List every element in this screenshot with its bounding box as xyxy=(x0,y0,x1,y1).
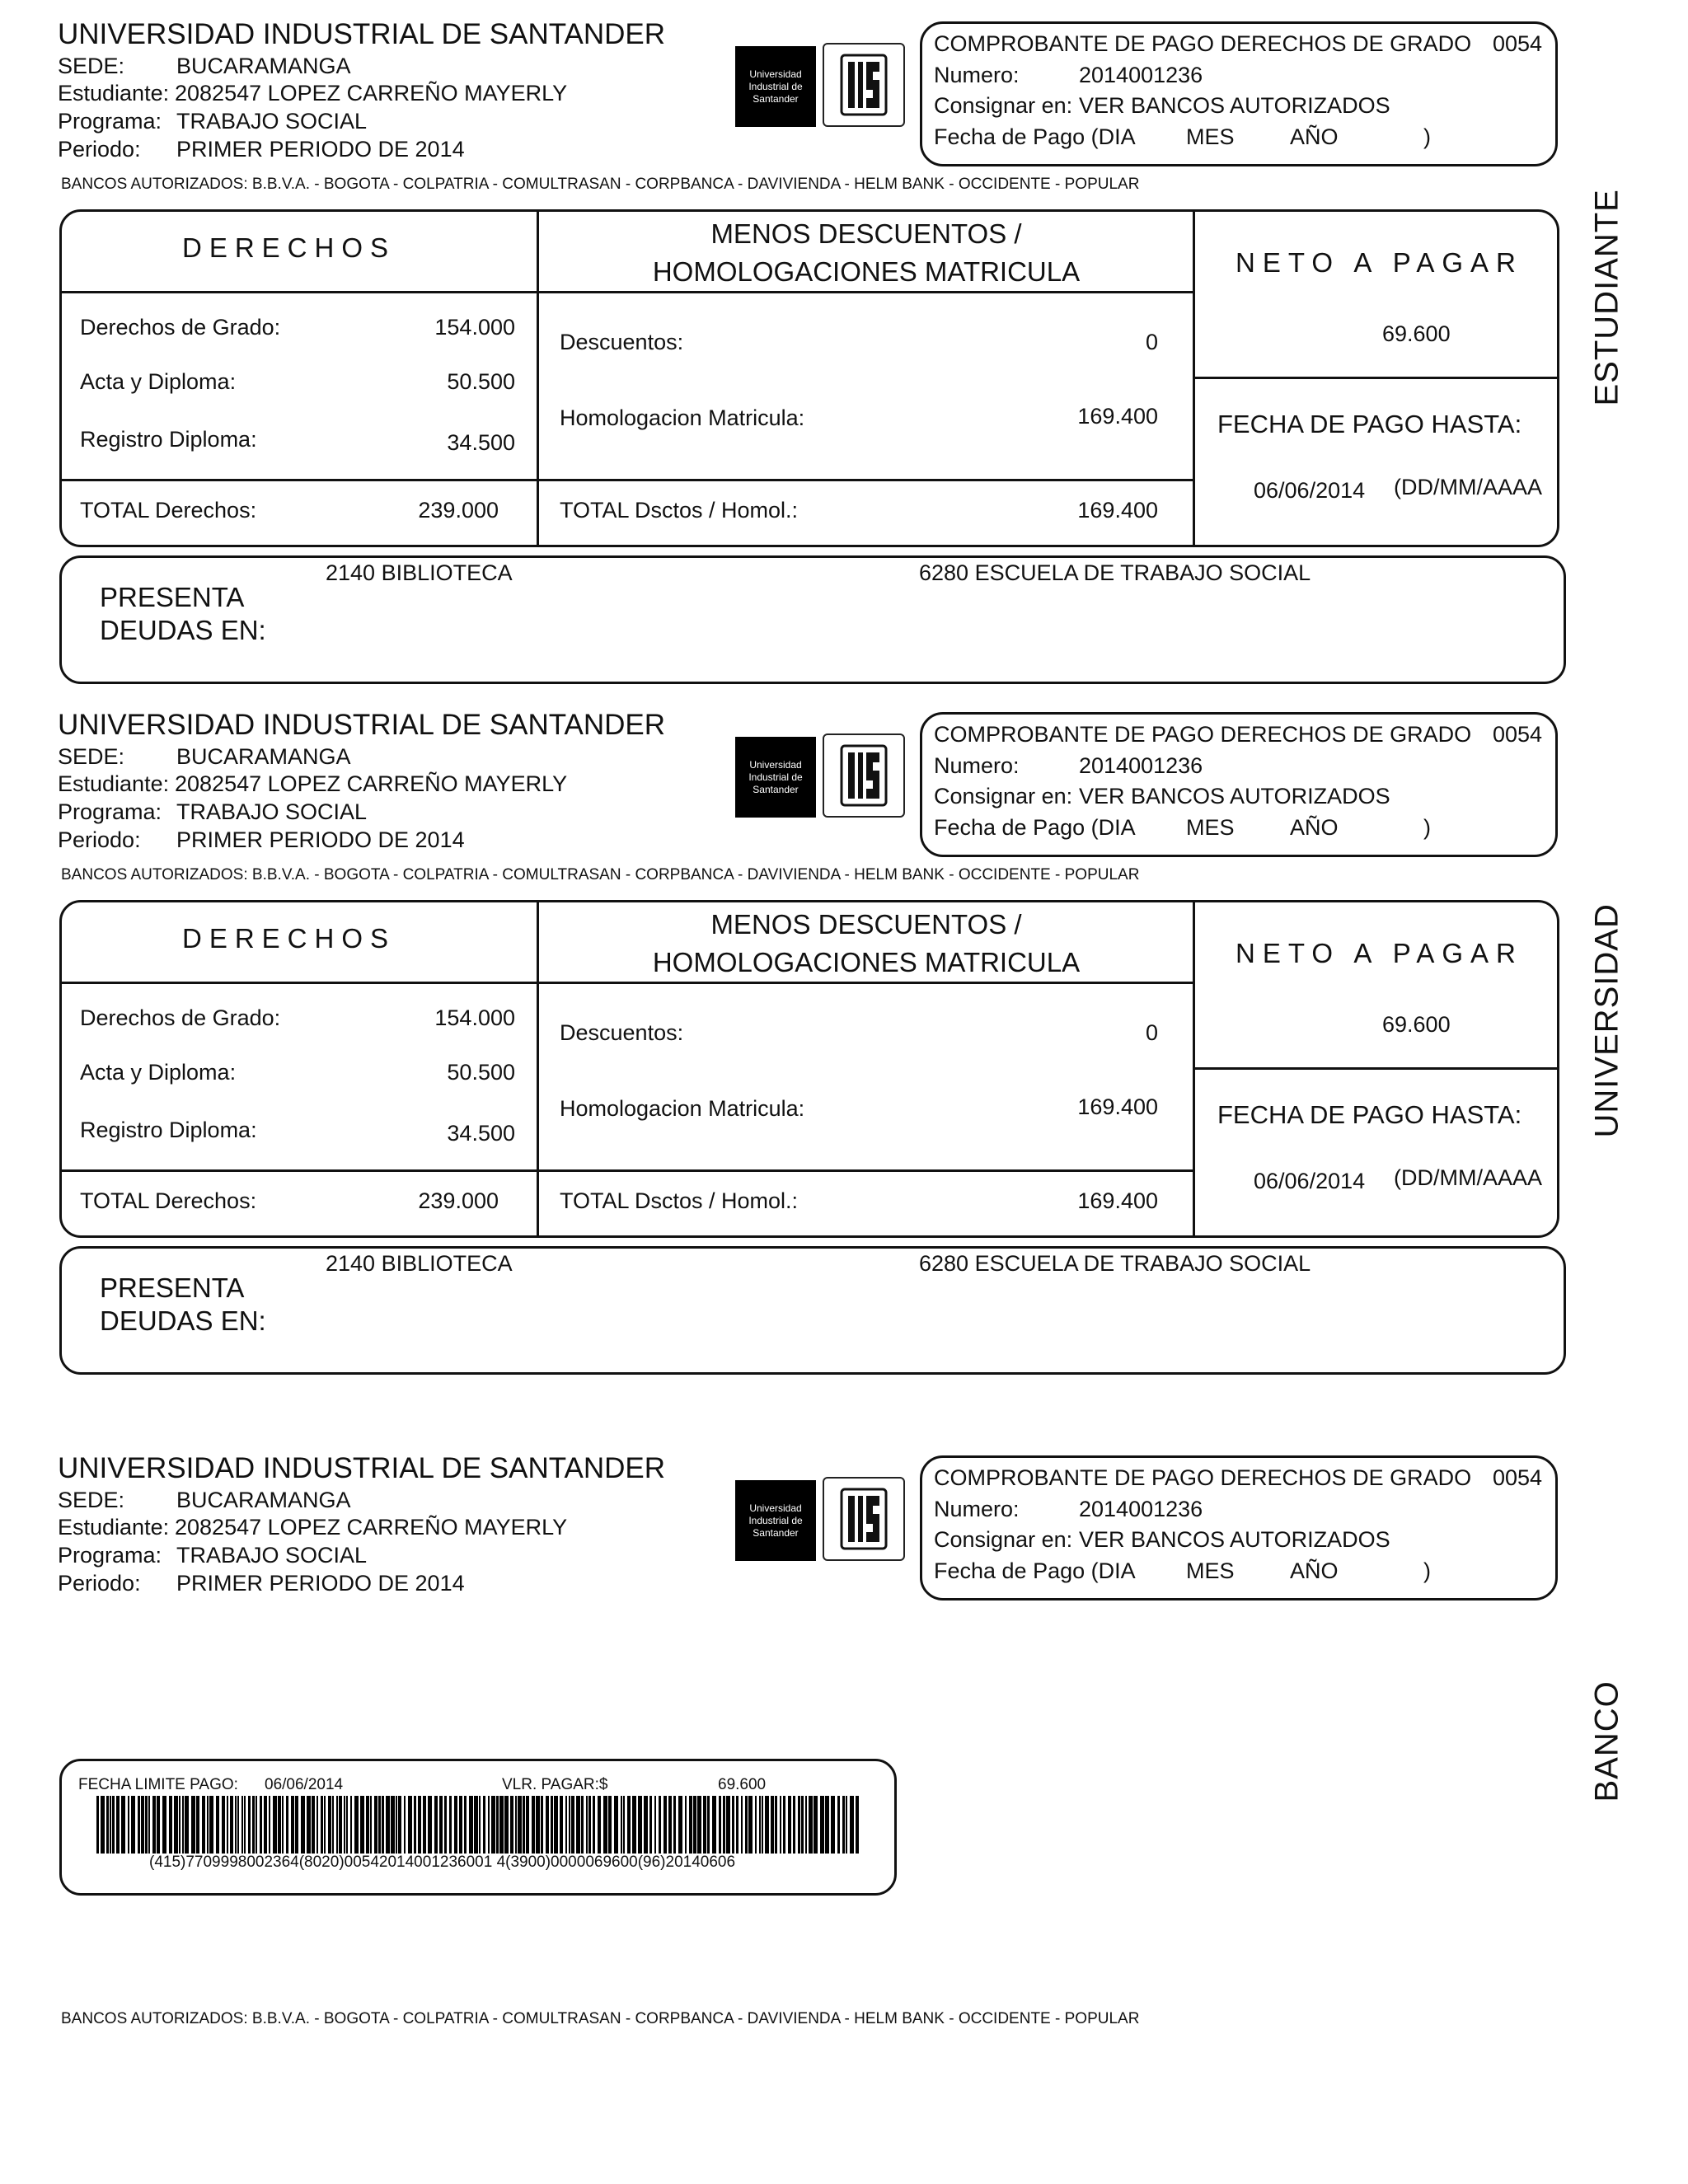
sede-row: SEDE: BUCARAMANGA xyxy=(58,54,351,78)
derechos-grado-value: 154.000 xyxy=(434,1005,515,1030)
barcode-bar xyxy=(488,1796,490,1854)
barcode-bar xyxy=(408,1796,412,1854)
derechos-grado-label: Derechos de Grado: xyxy=(80,1005,281,1030)
barcode-bar xyxy=(496,1796,499,1854)
bancos-autorizados: BANCOS AUTORIZADOS: B.B.V.A. - BOGOTA - COLPATRIA - COMULTRASAN - CORPBANCA - DAVIVIENDA - HELM BANK - OCCIDENTE - POPULAR xyxy=(61,176,1140,193)
university-name: UNIVERSIDAD INDUSTRIAL DE SANTANDER xyxy=(58,1452,666,1484)
total-dsctos-label: TOTAL Dsctos / Homol.: xyxy=(560,498,799,523)
derechos-header: DERECHOS xyxy=(182,923,396,954)
barcode-bar xyxy=(404,1796,406,1854)
barcode-bar xyxy=(532,1796,535,1854)
periodo-row: Periodo: PRIMER PERIODO DE 2014 xyxy=(58,1571,465,1596)
barcode-bar xyxy=(235,1796,237,1854)
barcode-bar xyxy=(128,1796,129,1854)
barcode-bar xyxy=(121,1796,125,1854)
fecha-formato: (DD/MM/AAAA xyxy=(1394,1165,1543,1190)
neto-value: 69.600 xyxy=(1382,1012,1451,1037)
total-dsctos-value: 169.400 xyxy=(1077,1188,1158,1213)
deuda-biblioteca: 2140 BIBLIOTECA xyxy=(326,1251,513,1276)
deuda-biblioteca: 2140 BIBLIOTECA xyxy=(326,560,513,585)
periodo-row: Periodo: PRIMER PERIODO DE 2014 xyxy=(58,827,465,852)
barcode-bar xyxy=(444,1796,447,1854)
acta-diploma-label: Acta y Diploma: xyxy=(80,1060,237,1085)
barcode-bar xyxy=(723,1796,725,1854)
neto-header: NETO A PAGAR xyxy=(1236,247,1523,278)
total-derechos-label: TOTAL Derechos: xyxy=(80,498,257,523)
barcode-bar xyxy=(256,1796,257,1854)
barcode-bar xyxy=(434,1796,438,1854)
barcode-bar xyxy=(378,1796,381,1854)
barcode-bar xyxy=(820,1796,824,1854)
barcode-bar xyxy=(157,1796,160,1854)
barcode-bar xyxy=(360,1796,364,1854)
copy-estudiante xyxy=(0,0,1688,692)
barcode-bar xyxy=(588,1796,591,1854)
vlr-pagar-label: VLR. PAGAR:$ xyxy=(502,1776,608,1793)
barcode-bar xyxy=(523,1796,525,1854)
barcode-bar xyxy=(554,1796,558,1854)
barcode-bar xyxy=(222,1796,225,1854)
fecha-hasta-label: FECHA DE PAGO HASTA: xyxy=(1217,410,1522,438)
barcode-bar xyxy=(707,1796,710,1854)
barcode-bar xyxy=(726,1796,730,1854)
deudas-label: PRESENTA DEUDAS EN: xyxy=(100,582,266,645)
barcode-bar xyxy=(264,1796,267,1854)
homologacion-label: Homologacion Matricula: xyxy=(560,405,805,430)
estudiante-row: Estudiante: 2082547 LOPEZ CARREÑO MAYERLY xyxy=(58,771,568,796)
copy-label-banco: BANCO xyxy=(1588,1680,1625,1802)
barcode-bar xyxy=(685,1796,687,1854)
barcode-bar xyxy=(112,1796,115,1854)
fee-table xyxy=(59,900,1559,1238)
barcode-bar xyxy=(771,1796,774,1854)
barcode-bar xyxy=(759,1796,761,1854)
barcode-bar xyxy=(856,1796,859,1854)
barcode-bar xyxy=(278,1796,281,1854)
estudiante-row: Estudiante: 2082547 LOPEZ CARREÑO MAYERLY xyxy=(58,1515,568,1540)
registro-diploma-label: Registro Diploma: xyxy=(80,1118,257,1142)
barcode-bar xyxy=(632,1796,636,1854)
barcode-bar xyxy=(179,1796,181,1854)
barcode-bar xyxy=(339,1796,342,1854)
estudiante-row: Estudiante: 2082547 LOPEZ CARREÑO MAYERLY xyxy=(58,81,568,105)
barcode-bar xyxy=(627,1796,631,1854)
uis-emblem-icon xyxy=(823,1477,905,1561)
barcode-bar xyxy=(515,1796,517,1854)
barcode-bar xyxy=(712,1796,716,1854)
barcode-bar xyxy=(483,1796,485,1854)
barcode-bar xyxy=(182,1796,184,1854)
barcode-bar xyxy=(396,1796,397,1854)
barcode-bar xyxy=(593,1796,595,1854)
barcode-bar xyxy=(788,1796,791,1854)
barcode-bar xyxy=(207,1796,209,1854)
derechos-grado-value: 154.000 xyxy=(434,315,515,340)
copy-banco xyxy=(0,1434,1688,2184)
deudas-label: PRESENTA DEUDAS EN: xyxy=(100,1272,266,1336)
uis-emblem-icon xyxy=(823,733,905,818)
barcode-bar xyxy=(101,1796,105,1854)
barcode-bar xyxy=(336,1796,338,1854)
barcode-bar xyxy=(654,1796,656,1854)
acta-diploma-label: Acta y Diploma: xyxy=(80,369,237,394)
barcode-bar xyxy=(663,1796,667,1854)
barcode-bar xyxy=(96,1796,99,1854)
registro-diploma-value: 34.500 xyxy=(447,1121,515,1146)
barcode-bar xyxy=(798,1796,800,1854)
descuentos-label: Descuentos: xyxy=(560,330,684,354)
barcode-bar xyxy=(162,1796,166,1854)
barcode-human-readable: (415)7709998002364(8020)00542014001236001 4(3900)0000069600(96)20140606 xyxy=(149,1854,736,1871)
deuda-escuela: 6280 ESCUELA DE TRABAJO SOCIAL xyxy=(919,560,1311,585)
barcode-bar xyxy=(273,1796,277,1854)
barcode-bar xyxy=(328,1796,331,1854)
total-dsctos-label: TOTAL Dsctos / Homol.: xyxy=(560,1188,799,1213)
total-derechos-value: 239.000 xyxy=(418,1188,499,1213)
barcode-bar xyxy=(230,1796,233,1854)
barcode-bar xyxy=(780,1796,781,1854)
barcode-bar xyxy=(366,1796,369,1854)
barcode-bar xyxy=(598,1796,601,1854)
barcode-bar xyxy=(673,1796,676,1854)
programa-row: Programa: TRABAJO SOCIAL xyxy=(58,109,368,134)
barcode-bar xyxy=(814,1796,818,1854)
barcode-bar xyxy=(510,1796,513,1854)
barcode-bar xyxy=(131,1796,135,1854)
derechos-header: DERECHOS xyxy=(182,232,396,263)
barcode-bar xyxy=(659,1796,661,1854)
barcode-bar xyxy=(260,1796,262,1854)
barcode-bar xyxy=(414,1796,416,1854)
barcode-bar xyxy=(332,1796,334,1854)
barcode-bar xyxy=(649,1796,652,1854)
derechos-grado-label: Derechos de Grado: xyxy=(80,315,281,340)
barcode-bar xyxy=(850,1796,854,1854)
barcode-icon xyxy=(96,1796,863,1854)
barcode-bar xyxy=(479,1796,481,1854)
barcode-bar xyxy=(382,1796,384,1854)
bancos-autorizados: BANCOS AUTORIZADOS: B.B.V.A. - BOGOTA - COLPATRIA - COMULTRASAN - CORPBANCA - DAVIVIENDA - HELM BANK - OCCIDENTE - POPULAR xyxy=(61,2010,1140,2027)
comprobante-box: COMPROBANTE DE PAGO DERECHOS DE GRADO 0054 Numero: 2014001236 Consignar en: VER BANCOS AUTORIZADOS Fecha de Pago (DIA MES AÑO ) xyxy=(920,1455,1558,1601)
barcode-bar xyxy=(732,1796,734,1854)
barcode-bar xyxy=(398,1796,401,1854)
barcode-bar xyxy=(526,1796,529,1854)
barcode-bar xyxy=(541,1796,543,1854)
barcode-bar xyxy=(248,1796,251,1854)
barcode-bar xyxy=(269,1796,270,1854)
barcode-bar xyxy=(793,1796,795,1854)
barcode-bar xyxy=(321,1796,323,1854)
total-dsctos-value: 169.400 xyxy=(1077,498,1158,523)
barcode-bar xyxy=(191,1796,195,1854)
barcode-bar xyxy=(693,1796,696,1854)
barcode-bar xyxy=(719,1796,721,1854)
barcode-bar xyxy=(638,1796,642,1854)
periodo-row: Periodo: PRIMER PERIODO DE 2014 xyxy=(58,137,465,162)
barcode-bar xyxy=(678,1796,682,1854)
barcode-bar xyxy=(148,1796,150,1854)
barcode-bar xyxy=(825,1796,829,1854)
barcode-bar xyxy=(765,1796,769,1854)
barcode-bar xyxy=(668,1796,672,1854)
barcode-bar xyxy=(374,1796,377,1854)
barcode-bar xyxy=(244,1796,246,1854)
barcode-bar xyxy=(775,1796,777,1854)
barcode-bar xyxy=(152,1796,156,1854)
barcode-bar xyxy=(831,1796,835,1854)
barcode-bar xyxy=(805,1796,807,1854)
barcode-bar xyxy=(571,1796,574,1854)
barcode-bar xyxy=(428,1796,432,1854)
barcode-bar xyxy=(252,1796,255,1854)
barcode-bar xyxy=(586,1796,588,1854)
barcode-bar xyxy=(741,1796,743,1854)
barcode-bar xyxy=(551,1796,553,1854)
sede-row: SEDE: BUCARAMANGA xyxy=(58,744,351,769)
barcode-bar xyxy=(350,1796,352,1854)
barcode-bar xyxy=(354,1796,359,1854)
deudas-box xyxy=(59,1246,1566,1375)
barcode-bar xyxy=(116,1796,120,1854)
registro-diploma-value: 34.500 xyxy=(447,430,515,455)
university-name: UNIVERSIDAD INDUSTRIAL DE SANTANDER xyxy=(58,18,666,50)
barcode-bar xyxy=(569,1796,570,1854)
barcode-bar xyxy=(603,1796,607,1854)
barcode-bar xyxy=(846,1796,847,1854)
barcode-bar xyxy=(216,1796,219,1854)
barcode-bar xyxy=(301,1796,305,1854)
barcode-bar xyxy=(386,1796,390,1854)
barcode-slip xyxy=(59,1759,897,1896)
barcode-bar xyxy=(560,1796,563,1854)
barcode-bar xyxy=(286,1796,288,1854)
acta-diploma-value: 50.500 xyxy=(447,369,515,394)
neto-header: NETO A PAGAR xyxy=(1236,938,1523,968)
barcode-bar xyxy=(623,1796,625,1854)
total-derechos-label: TOTAL Derechos: xyxy=(80,1188,257,1213)
barcode-bar xyxy=(185,1796,189,1854)
barcode-bar xyxy=(110,1796,111,1854)
descuentos-header: MENOS DESCUENTOS / HOMOLOGACIONES MATRICULA xyxy=(652,218,1081,287)
barcode-bar xyxy=(745,1796,748,1854)
barcode-bar xyxy=(644,1796,648,1854)
barcode-bar xyxy=(307,1796,311,1854)
fecha-limite-label: FECHA LIMITE PAGO: xyxy=(78,1776,238,1793)
barcode-bar xyxy=(581,1796,584,1854)
barcode-bar xyxy=(809,1796,813,1854)
barcode-bar xyxy=(295,1796,298,1854)
barcode-bar xyxy=(491,1796,495,1854)
homologacion-value: 169.400 xyxy=(1077,404,1158,429)
programa-row: Programa: TRABAJO SOCIAL xyxy=(58,1543,368,1568)
barcode-bar xyxy=(454,1796,457,1854)
barcode-bar xyxy=(689,1796,692,1854)
barcode-bar xyxy=(449,1796,452,1854)
barcode-bar xyxy=(801,1796,804,1854)
deuda-escuela: 6280 ESCUELA DE TRABAJO SOCIAL xyxy=(919,1251,1311,1276)
barcode-bar xyxy=(474,1796,478,1854)
descuentos-value: 0 xyxy=(1145,1020,1158,1045)
barcode-bar xyxy=(703,1796,706,1854)
barcode-bar xyxy=(370,1796,372,1854)
university-logo: Universidad Industrial de Santander xyxy=(735,1480,816,1561)
barcode-bar xyxy=(697,1796,701,1854)
copy-label-estudiante: ESTUDIANTE xyxy=(1588,189,1625,406)
fecha-hasta-value: 06/06/2014 xyxy=(1254,478,1366,503)
descuentos-label: Descuentos: xyxy=(560,1020,684,1045)
neto-value: 69.600 xyxy=(1382,321,1451,346)
fecha-hasta-label: FECHA DE PAGO HASTA: xyxy=(1217,1100,1522,1129)
barcode-bar xyxy=(196,1796,199,1854)
barcode-bar xyxy=(576,1796,580,1854)
barcode-bar xyxy=(621,1796,622,1854)
uis-emblem-icon xyxy=(823,43,905,127)
barcode-bar xyxy=(546,1796,549,1854)
barcode-bar xyxy=(499,1796,504,1854)
barcode-bar xyxy=(565,1796,567,1854)
acta-diploma-value: 50.500 xyxy=(447,1060,515,1085)
barcode-bar xyxy=(504,1796,509,1854)
barcode-bar xyxy=(459,1796,462,1854)
fee-table xyxy=(59,209,1559,547)
homologacion-label: Homologacion Matricula: xyxy=(560,1096,805,1121)
barcode-bar xyxy=(138,1796,140,1854)
barcode-bar xyxy=(145,1796,148,1854)
programa-row: Programa: TRABAJO SOCIAL xyxy=(58,799,368,824)
barcode-bar xyxy=(237,1796,239,1854)
barcode-bar xyxy=(324,1796,326,1854)
descuentos-value: 0 xyxy=(1145,330,1158,354)
descuentos-header: MENOS DESCUENTOS / HOMOLOGACIONES MATRICULA xyxy=(652,909,1081,977)
barcode-bar xyxy=(614,1796,618,1854)
barcode-bar xyxy=(464,1796,467,1854)
barcode-bar xyxy=(282,1796,284,1854)
barcode-bar xyxy=(536,1796,540,1854)
barcode-bar xyxy=(736,1796,738,1854)
registro-diploma-label: Registro Diploma: xyxy=(80,427,257,452)
bancos-autorizados: BANCOS AUTORIZADOS: B.B.V.A. - BOGOTA - COLPATRIA - COMULTRASAN - CORPBANCA - DAVIVIENDA - HELM BANK - OCCIDENTE - POPULAR xyxy=(61,866,1140,883)
barcode-bar xyxy=(783,1796,785,1854)
barcode-bar xyxy=(439,1796,443,1854)
university-logo: Universidad Industrial de Santander xyxy=(735,737,816,818)
barcode-bar xyxy=(837,1796,840,1854)
copy-universidad xyxy=(0,691,1688,1383)
deudas-box xyxy=(59,555,1566,684)
barcode-bar xyxy=(344,1796,345,1854)
fecha-hasta-value: 06/06/2014 xyxy=(1254,1169,1366,1193)
barcode-bar xyxy=(755,1796,757,1854)
barcode-bar xyxy=(209,1796,213,1854)
barcode-bar xyxy=(391,1796,395,1854)
barcode-bar xyxy=(169,1796,172,1854)
copy-label-universidad: UNIVERSIDAD xyxy=(1588,903,1625,1138)
barcode-bar xyxy=(346,1796,348,1854)
barcode-bar xyxy=(312,1796,315,1854)
barcode-bar xyxy=(202,1796,205,1854)
barcode-bar xyxy=(141,1796,144,1854)
fecha-limite-value: 06/06/2014 xyxy=(265,1776,344,1793)
barcode-bar xyxy=(291,1796,294,1854)
barcode-bar xyxy=(518,1796,522,1854)
total-derechos-value: 239.000 xyxy=(418,498,499,523)
barcode-bar xyxy=(762,1796,763,1854)
barcode-bar xyxy=(469,1796,473,1854)
barcode-bar xyxy=(423,1796,426,1854)
barcode-bar xyxy=(608,1796,612,1854)
homologacion-value: 169.400 xyxy=(1077,1094,1158,1119)
vlr-pagar-value: 69.600 xyxy=(718,1776,767,1793)
barcode-bar xyxy=(316,1796,318,1854)
comprobante-box: COMPROBANTE DE PAGO DERECHOS DE GRADO 0054 Numero: 2014001236 Consignar en: VER BANCOS AUTORIZADOS Fecha de Pago (DIA MES AÑO ) xyxy=(920,21,1558,166)
barcode-bar xyxy=(842,1796,845,1854)
barcode-bar xyxy=(106,1796,109,1854)
comprobante-box: COMPROBANTE DE PAGO DERECHOS DE GRADO 0054 Numero: 2014001236 Consignar en: VER BANCOS AUTORIZADOS Fecha de Pago (DIA MES AÑO ) xyxy=(920,712,1558,857)
fecha-formato: (DD/MM/AAAA xyxy=(1394,475,1543,499)
barcode-bar xyxy=(227,1796,228,1854)
sede-row: SEDE: BUCARAMANGA xyxy=(58,1488,351,1512)
barcode-bar xyxy=(174,1796,178,1854)
barcode-bar xyxy=(748,1796,753,1854)
university-name: UNIVERSIDAD INDUSTRIAL DE SANTANDER xyxy=(58,709,666,741)
barcode-bar xyxy=(241,1796,243,1854)
university-logo: Universidad Industrial de Santander xyxy=(735,46,816,127)
barcode-bar xyxy=(418,1796,421,1854)
